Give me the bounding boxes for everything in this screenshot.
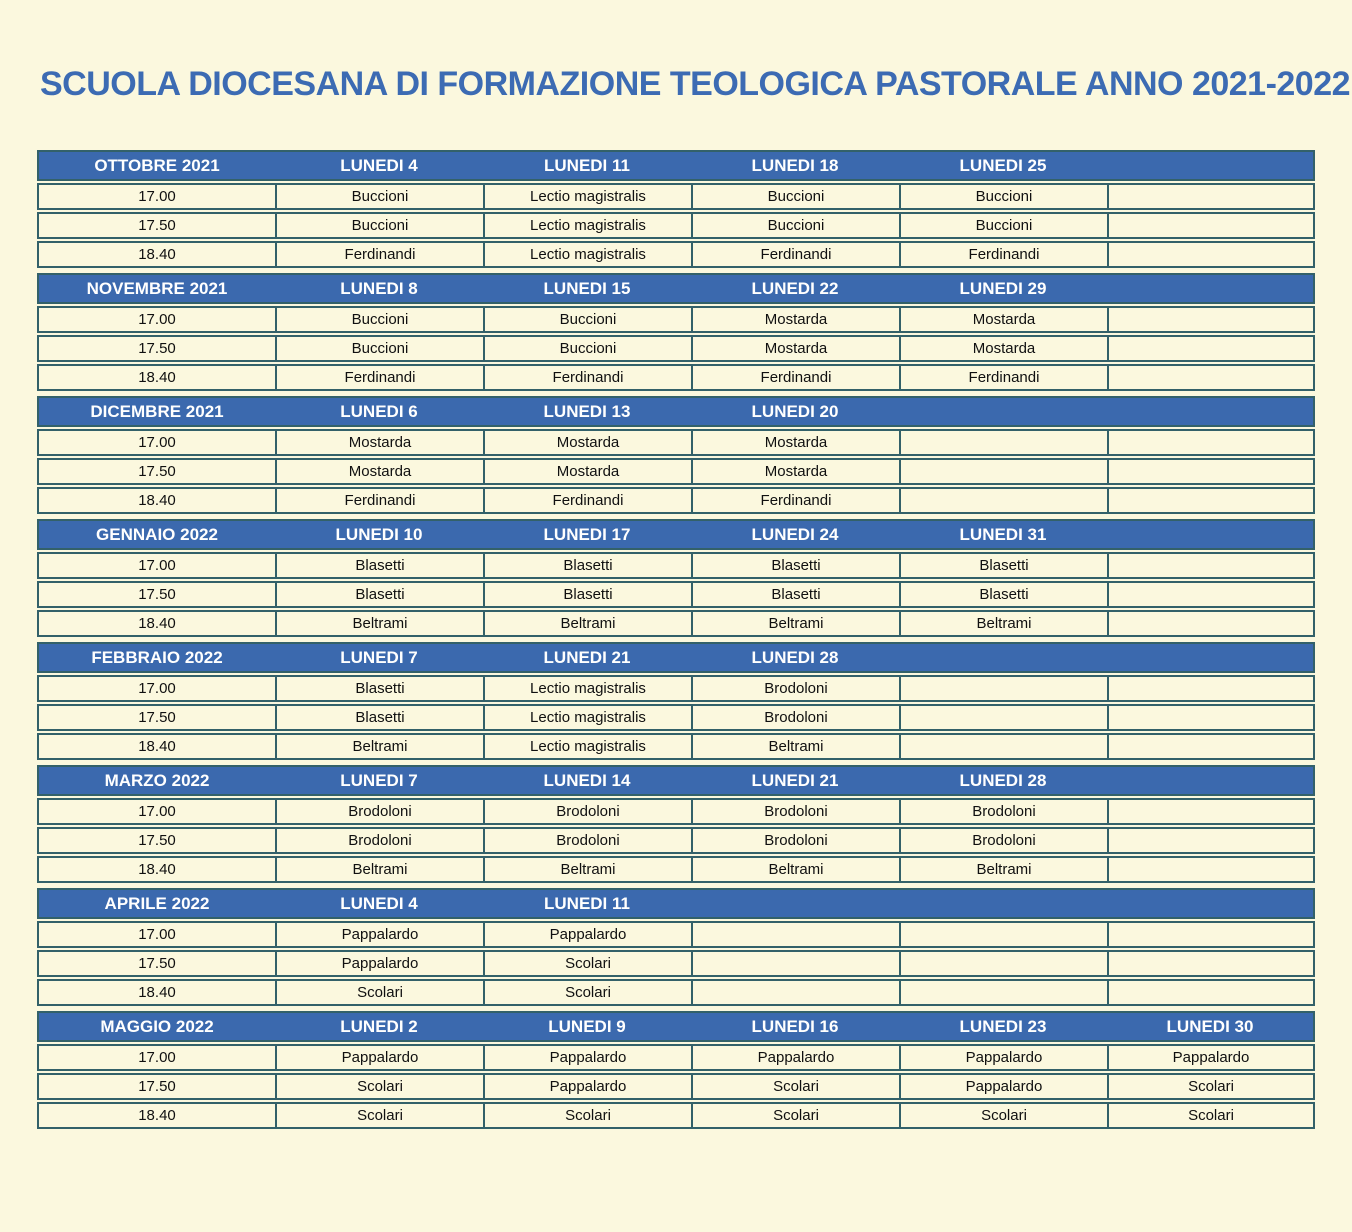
- lesson-cell: Mostarda: [899, 306, 1107, 333]
- time-cell: 17.50: [37, 950, 275, 977]
- lesson-cell: Mostarda: [483, 429, 691, 456]
- schedule-row: [37, 306, 1315, 333]
- lesson-cell: Ferdinandi: [691, 364, 899, 391]
- day-header-empty: [1107, 273, 1315, 304]
- lesson-cell: Ferdinandi: [899, 241, 1107, 268]
- schedule-row: [37, 581, 1315, 608]
- lesson-cell: Buccioni: [899, 183, 1107, 210]
- empty-cell: [691, 979, 899, 1006]
- lesson-cell: Blasetti: [899, 552, 1107, 579]
- lesson-cell: Pappalardo: [275, 1044, 483, 1071]
- empty-cell: [1107, 306, 1315, 333]
- schedule-row: [37, 950, 1315, 977]
- lesson-cell: Buccioni: [483, 306, 691, 333]
- time-cell: 17.50: [37, 212, 275, 239]
- lesson-cell: Blasetti: [275, 704, 483, 731]
- time-cell: 17.00: [37, 306, 275, 333]
- lesson-cell: Lectio magistralis: [483, 241, 691, 268]
- day-header: LUNEDI 23: [899, 1011, 1107, 1042]
- day-header-empty: [1107, 642, 1315, 673]
- month-header: MAGGIO 2022: [37, 1011, 275, 1042]
- empty-cell: [1107, 364, 1315, 391]
- lesson-cell: Pappalardo: [691, 1044, 899, 1071]
- lesson-cell: Ferdinandi: [275, 364, 483, 391]
- lesson-cell: Scolari: [275, 1102, 483, 1129]
- lesson-cell: Mostarda: [275, 429, 483, 456]
- time-cell: 18.40: [37, 1102, 275, 1129]
- month-header: MARZO 2022: [37, 765, 275, 796]
- day-header: LUNEDI 20: [691, 396, 899, 427]
- lesson-cell: Buccioni: [691, 183, 899, 210]
- empty-cell: [1107, 212, 1315, 239]
- lesson-cell: Buccioni: [691, 212, 899, 239]
- month-header-row: [37, 765, 1315, 796]
- day-header: LUNEDI 17: [483, 519, 691, 550]
- lesson-cell: Pappalardo: [483, 921, 691, 948]
- lesson-cell: Scolari: [691, 1073, 899, 1100]
- schedule-row: [37, 704, 1315, 731]
- schedule-row: [37, 979, 1315, 1006]
- lesson-cell: Lectio magistralis: [483, 733, 691, 760]
- lesson-cell: Brodoloni: [275, 827, 483, 854]
- lesson-cell: Buccioni: [899, 212, 1107, 239]
- day-header-empty: [691, 888, 899, 919]
- lesson-cell: Scolari: [691, 1102, 899, 1129]
- lesson-cell: Buccioni: [275, 306, 483, 333]
- month-block-gennaio: [37, 517, 1315, 639]
- lesson-cell: Buccioni: [275, 212, 483, 239]
- lesson-cell: Beltrami: [691, 733, 899, 760]
- day-header: LUNEDI 10: [275, 519, 483, 550]
- day-header: LUNEDI 24: [691, 519, 899, 550]
- lesson-cell: Buccioni: [275, 183, 483, 210]
- time-cell: 17.00: [37, 921, 275, 948]
- lesson-cell: Scolari: [275, 979, 483, 1006]
- empty-cell: [1107, 487, 1315, 514]
- time-cell: 18.40: [37, 487, 275, 514]
- empty-cell: [899, 675, 1107, 702]
- time-cell: 18.40: [37, 610, 275, 637]
- page-title: SCUOLA DIOCESANA DI FORMAZIONE TEOLOGICA PASTORALE ANNO 2021-2022: [40, 65, 1351, 103]
- empty-cell: [1107, 979, 1315, 1006]
- lesson-cell: Scolari: [275, 1073, 483, 1100]
- empty-cell: [1107, 827, 1315, 854]
- schedule-row: [37, 458, 1315, 485]
- lesson-cell: Brodoloni: [691, 827, 899, 854]
- lesson-cell: Ferdinandi: [691, 487, 899, 514]
- time-cell: 17.00: [37, 429, 275, 456]
- empty-cell: [691, 950, 899, 977]
- empty-cell: [1107, 733, 1315, 760]
- day-header: LUNEDI 22: [691, 273, 899, 304]
- schedule-row: [37, 1044, 1315, 1071]
- month-header: OTTOBRE 2021: [37, 150, 275, 181]
- lesson-cell: Blasetti: [275, 581, 483, 608]
- time-cell: 17.00: [37, 552, 275, 579]
- schedule-row: [37, 798, 1315, 825]
- day-header: LUNEDI 4: [275, 150, 483, 181]
- month-header-row: [37, 1011, 1315, 1042]
- day-header: LUNEDI 7: [275, 765, 483, 796]
- month-header-row: [37, 642, 1315, 673]
- day-header: LUNEDI 2: [275, 1011, 483, 1042]
- lesson-cell: Beltrami: [275, 733, 483, 760]
- day-header: LUNEDI 21: [691, 765, 899, 796]
- day-header-empty: [1107, 396, 1315, 427]
- schedule-row: [37, 487, 1315, 514]
- lesson-cell: Scolari: [483, 950, 691, 977]
- lesson-cell: Buccioni: [275, 335, 483, 362]
- day-header: LUNEDI 25: [899, 150, 1107, 181]
- time-cell: 17.00: [37, 183, 275, 210]
- month-header: DICEMBRE 2021: [37, 396, 275, 427]
- empty-cell: [899, 487, 1107, 514]
- day-header-empty: [899, 642, 1107, 673]
- empty-cell: [1107, 183, 1315, 210]
- lesson-cell: Blasetti: [483, 552, 691, 579]
- lesson-cell: Scolari: [1107, 1102, 1315, 1129]
- lesson-cell: Blasetti: [483, 581, 691, 608]
- lesson-cell: Scolari: [1107, 1073, 1315, 1100]
- lesson-cell: Blasetti: [275, 552, 483, 579]
- lesson-cell: Brodoloni: [899, 798, 1107, 825]
- lesson-cell: Brodoloni: [691, 704, 899, 731]
- lesson-cell: Blasetti: [899, 581, 1107, 608]
- month-header-row: [37, 519, 1315, 550]
- day-header-empty: [1107, 765, 1315, 796]
- lesson-cell: Mostarda: [691, 306, 899, 333]
- day-header-empty: [899, 888, 1107, 919]
- schedule-row: [37, 364, 1315, 391]
- day-header: LUNEDI 21: [483, 642, 691, 673]
- lesson-cell: Beltrami: [483, 610, 691, 637]
- time-cell: 17.50: [37, 581, 275, 608]
- empty-cell: [899, 704, 1107, 731]
- lesson-cell: Buccioni: [483, 335, 691, 362]
- empty-cell: [1107, 241, 1315, 268]
- lesson-cell: Scolari: [899, 1102, 1107, 1129]
- lesson-cell: Pappalardo: [1107, 1044, 1315, 1071]
- schedule-row: [37, 183, 1315, 210]
- empty-cell: [1107, 704, 1315, 731]
- month-header-row: [37, 150, 1315, 181]
- lesson-cell: Pappalardo: [275, 950, 483, 977]
- time-cell: 17.00: [37, 798, 275, 825]
- lesson-cell: Beltrami: [275, 610, 483, 637]
- empty-cell: [899, 429, 1107, 456]
- schedule-row: [37, 827, 1315, 854]
- lesson-cell: Lectio magistralis: [483, 675, 691, 702]
- time-cell: 17.00: [37, 675, 275, 702]
- lesson-cell: Brodoloni: [691, 675, 899, 702]
- month-block-maggio: [37, 1009, 1315, 1131]
- time-cell: 18.40: [37, 733, 275, 760]
- schedule-row: [37, 733, 1315, 760]
- lesson-cell: Ferdinandi: [691, 241, 899, 268]
- lesson-cell: Ferdinandi: [275, 241, 483, 268]
- lesson-cell: Mostarda: [691, 429, 899, 456]
- day-header-empty: [1107, 888, 1315, 919]
- time-cell: 17.50: [37, 704, 275, 731]
- lesson-cell: Ferdinandi: [483, 487, 691, 514]
- day-header: LUNEDI 4: [275, 888, 483, 919]
- day-header-empty: [1107, 519, 1315, 550]
- lesson-cell: Beltrami: [275, 856, 483, 883]
- empty-cell: [899, 921, 1107, 948]
- day-header: LUNEDI 31: [899, 519, 1107, 550]
- month-header: GENNAIO 2022: [37, 519, 275, 550]
- lesson-cell: Lectio magistralis: [483, 704, 691, 731]
- month-header-row: [37, 273, 1315, 304]
- month-block-marzo: [37, 763, 1315, 885]
- schedule-row: [37, 212, 1315, 239]
- lesson-cell: Lectio magistralis: [483, 183, 691, 210]
- day-header: LUNEDI 14: [483, 765, 691, 796]
- lesson-cell: Mostarda: [483, 458, 691, 485]
- lesson-cell: Lectio magistralis: [483, 212, 691, 239]
- empty-cell: [1107, 581, 1315, 608]
- day-header: LUNEDI 18: [691, 150, 899, 181]
- month-block-novembre: [37, 271, 1315, 393]
- empty-cell: [691, 921, 899, 948]
- schedule-row: [37, 856, 1315, 883]
- lesson-cell: Brodoloni: [691, 798, 899, 825]
- day-header: LUNEDI 15: [483, 273, 691, 304]
- month-header: FEBBRAIO 2022: [37, 642, 275, 673]
- lesson-cell: Pappalardo: [483, 1073, 691, 1100]
- day-header: LUNEDI 13: [483, 396, 691, 427]
- day-header: LUNEDI 9: [483, 1011, 691, 1042]
- day-header: LUNEDI 11: [483, 150, 691, 181]
- lesson-cell: Brodoloni: [275, 798, 483, 825]
- day-header: LUNEDI 28: [899, 765, 1107, 796]
- empty-cell: [899, 950, 1107, 977]
- day-header-empty: [899, 396, 1107, 427]
- lesson-cell: Scolari: [483, 979, 691, 1006]
- empty-cell: [1107, 856, 1315, 883]
- lesson-cell: Brodoloni: [899, 827, 1107, 854]
- lesson-cell: Beltrami: [899, 610, 1107, 637]
- day-header: LUNEDI 6: [275, 396, 483, 427]
- time-cell: 18.40: [37, 241, 275, 268]
- lesson-cell: Brodoloni: [483, 798, 691, 825]
- empty-cell: [1107, 335, 1315, 362]
- schedule-row: [37, 552, 1315, 579]
- lesson-cell: Blasetti: [691, 552, 899, 579]
- time-cell: 17.50: [37, 335, 275, 362]
- lesson-cell: Mostarda: [275, 458, 483, 485]
- empty-cell: [1107, 921, 1315, 948]
- empty-cell: [1107, 552, 1315, 579]
- day-header: LUNEDI 28: [691, 642, 899, 673]
- lesson-cell: Ferdinandi: [275, 487, 483, 514]
- month-block-febbraio: [37, 640, 1315, 762]
- day-header: LUNEDI 11: [483, 888, 691, 919]
- empty-cell: [1107, 950, 1315, 977]
- lesson-cell: Mostarda: [691, 458, 899, 485]
- lesson-cell: Beltrami: [691, 856, 899, 883]
- day-header: LUNEDI 16: [691, 1011, 899, 1042]
- empty-cell: [1107, 610, 1315, 637]
- time-cell: 18.40: [37, 364, 275, 391]
- lesson-cell: Blasetti: [275, 675, 483, 702]
- time-cell: 17.50: [37, 1073, 275, 1100]
- lesson-cell: Pappalardo: [899, 1073, 1107, 1100]
- empty-cell: [1107, 798, 1315, 825]
- day-header-empty: [1107, 150, 1315, 181]
- month-header: NOVEMBRE 2021: [37, 273, 275, 304]
- lesson-cell: Ferdinandi: [899, 364, 1107, 391]
- day-header: LUNEDI 7: [275, 642, 483, 673]
- lesson-cell: Pappalardo: [899, 1044, 1107, 1071]
- empty-cell: [1107, 675, 1315, 702]
- day-header: LUNEDI 29: [899, 273, 1107, 304]
- day-header: LUNEDI 30: [1107, 1011, 1315, 1042]
- schedule-row: [37, 241, 1315, 268]
- empty-cell: [899, 458, 1107, 485]
- schedule-row: [37, 1102, 1315, 1129]
- lesson-cell: Ferdinandi: [483, 364, 691, 391]
- time-cell: 18.40: [37, 856, 275, 883]
- month-block-dicembre: [37, 394, 1315, 516]
- lesson-cell: Beltrami: [899, 856, 1107, 883]
- lesson-cell: Blasetti: [691, 581, 899, 608]
- lesson-cell: Beltrami: [483, 856, 691, 883]
- time-cell: 18.40: [37, 979, 275, 1006]
- lesson-cell: Pappalardo: [275, 921, 483, 948]
- lesson-cell: Mostarda: [691, 335, 899, 362]
- schedule-blocks: [37, 148, 1352, 1131]
- schedule-row: [37, 429, 1315, 456]
- schedule-row: [37, 921, 1315, 948]
- schedule-row: [37, 335, 1315, 362]
- empty-cell: [1107, 458, 1315, 485]
- empty-cell: [899, 733, 1107, 760]
- time-cell: 17.50: [37, 827, 275, 854]
- time-cell: 17.00: [37, 1044, 275, 1071]
- lesson-cell: Beltrami: [691, 610, 899, 637]
- lesson-cell: Brodoloni: [483, 827, 691, 854]
- empty-cell: [1107, 429, 1315, 456]
- month-header: APRILE 2022: [37, 888, 275, 919]
- lesson-cell: Mostarda: [899, 335, 1107, 362]
- lesson-cell: Pappalardo: [483, 1044, 691, 1071]
- month-header-row: [37, 888, 1315, 919]
- month-header-row: [37, 396, 1315, 427]
- empty-cell: [899, 979, 1107, 1006]
- day-header: LUNEDI 8: [275, 273, 483, 304]
- schedule-row: [37, 675, 1315, 702]
- month-block-aprile: [37, 886, 1315, 1008]
- schedule-row: [37, 610, 1315, 637]
- time-cell: 17.50: [37, 458, 275, 485]
- month-block-ottobre: [37, 148, 1315, 270]
- lesson-cell: Scolari: [483, 1102, 691, 1129]
- schedule-row: [37, 1073, 1315, 1100]
